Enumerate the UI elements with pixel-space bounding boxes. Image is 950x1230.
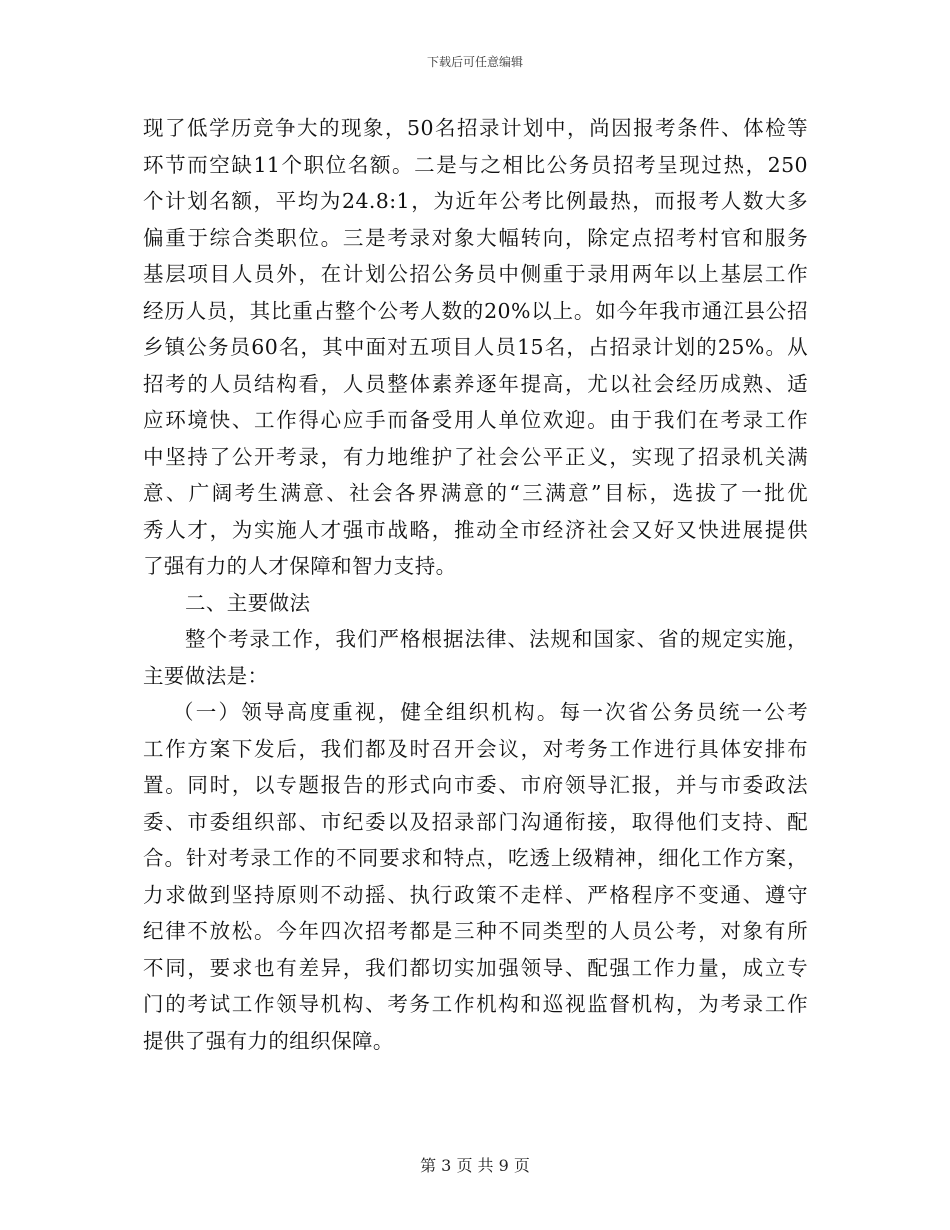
text-line: 经历人员，其比重占整个公考人数的20%以上。如今年我市通江县公招 bbox=[143, 298, 808, 323]
text-line: 纪律不放松。今年四次招考都是三种不同类型的人员公考，对象有所 bbox=[143, 919, 808, 943]
body-text bbox=[143, 110, 808, 1059]
text-line: 招考的人员结构看，人员整体素养逐年提高，尤以社会经历成熟、适 bbox=[143, 371, 808, 396]
text-line: 置。同时，以专题报告的形式向市委、市府领导汇报，并与市委政法 bbox=[143, 773, 808, 797]
text-line: 了强有力的人才保障和智力支持。 bbox=[143, 554, 457, 578]
text-line: （一）领导高度重视，健全组织机构。每一次省公务员统一公考 bbox=[173, 700, 808, 724]
text-line: 乡镇公务员60名，其中面对五项目人员15名，占招录计划的25%。从 bbox=[143, 335, 808, 359]
text-line: 力求做到坚持原则不动摇、执行政策不走样、严格程序不变通、遵守 bbox=[143, 882, 808, 907]
page-footer: 第 3 页 共 9 页 bbox=[420, 1156, 530, 1175]
text-line: 主要做法是： bbox=[143, 663, 269, 688]
text-line: 不同，要求也有差异，我们都切实加强领导、配强工作力量，成立专 bbox=[143, 955, 808, 980]
text-line: 委、市委组织部、市纪委以及招录部门沟通衔接，取得他们支持、配 bbox=[143, 809, 808, 834]
text-line: 整个考录工作，我们严格根据法律、法规和国家、省的规定实施， bbox=[185, 627, 808, 651]
text-line: 环节而空缺11个职位名额。二是与之相比公务员招考呈现过热，250 bbox=[143, 152, 808, 177]
text-line: 提供了强有力的组织保障。 bbox=[143, 1028, 394, 1053]
text-line: 应环境快、工作得心应手而备受用人单位欢迎。由于我们在考录工作 bbox=[143, 408, 808, 432]
page-header: 下载后可任意编辑 bbox=[426, 55, 523, 69]
text-line: 现了低学历竞争大的现象，50名招录计划中，尚因报考条件、体检等 bbox=[143, 116, 808, 140]
text-line: 中坚持了公开考录，有力地维护了社会公平正义，实现了招录机关满 bbox=[143, 444, 808, 469]
text-line: 二、主要做法 bbox=[185, 590, 311, 615]
text-line: 工作方案下发后，我们都及时召开会议，对考务工作进行具体安排布 bbox=[143, 736, 808, 761]
text-line: 个计划名额，平均为24.8:1，为近年公考比例最热，而报考人数大多 bbox=[143, 189, 808, 213]
text-line: 基层项目人员外，在计划公招公务员中侧重于录用两年以上基层工作 bbox=[143, 262, 808, 286]
text-line: 门的考试工作领导机构、考务工作机构和巡视监督机构，为考录工作 bbox=[143, 992, 808, 1016]
text-line: 秀人才，为实施人才强市战略，推动全市经济社会又好又快进展提供 bbox=[143, 517, 808, 542]
text-line: 合。针对考录工作的不同要求和特点，吃透上级精神，细化工作方案， bbox=[143, 846, 808, 870]
text-line: 偏重于综合类职位。三是考录对象大幅转向，除定点招考村官和服务 bbox=[143, 225, 808, 250]
text-line: 意、广阔考生满意、社会各界满意的“三满意”目标，选拔了一批优 bbox=[143, 481, 808, 505]
